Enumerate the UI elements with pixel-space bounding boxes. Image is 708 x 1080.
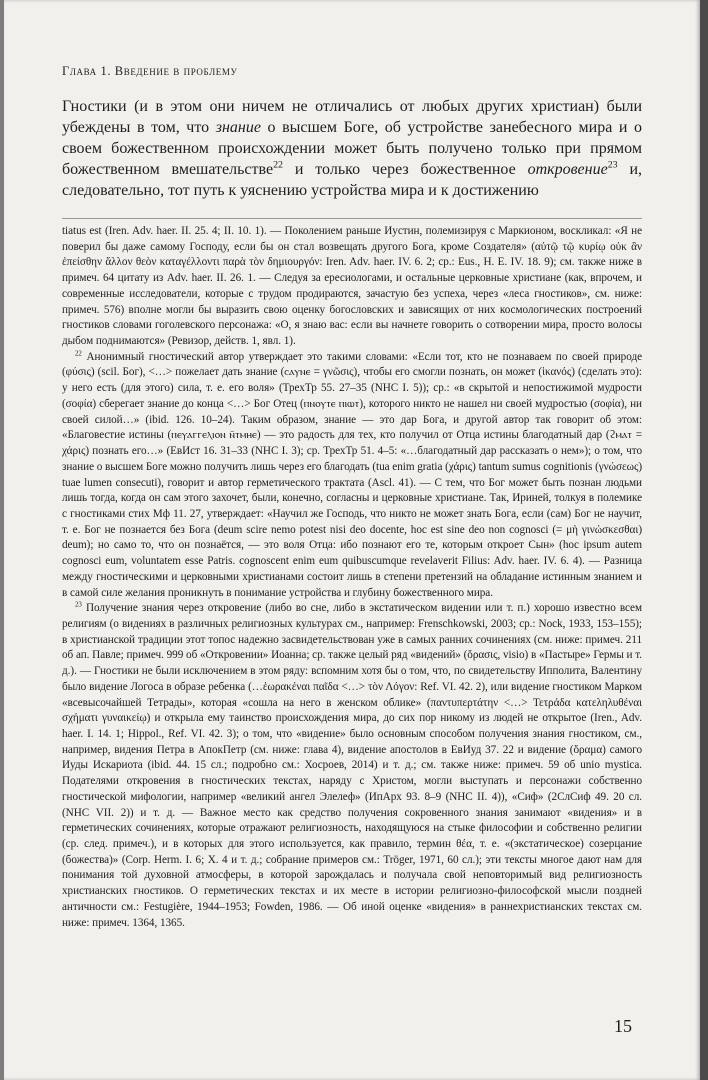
main-text-part-1: Гностики (и в этом они ничем не отличались от любых других христиан) были убеждены в том, что bbox=[62, 98, 642, 136]
book-page bbox=[4, 0, 700, 1080]
main-text-part-4: и, следовательно, тот путь к уяснению устройства мира и к достижению bbox=[62, 161, 643, 199]
footnotes bbox=[62, 224, 642, 931]
footnote-22 bbox=[62, 350, 642, 602]
footnote-continued: tiatus est (Iren. Adv. haer. II. 25. 4; II. 10. 1). — Поколением раньше Иустин, полемизируя с Маркионом, воскликал: «Я не поверил бы даже самому Господу, если бы он стал возвещать другого Бога, кроме Создателя» (αὐτῷ τῷ κυρίῳ οὐκ ἂν ἐπείσθην ἄλλον θεὸν καταγέλλοντι παρὰ τὸν δημιουργόν: Iren. Adv. haer. IV. 6. 2; ср.: Eus., H. E. IV. 18. 9); см. также ниже в примеч. 64 цитату из Adv. haer. II. 26. 1. — Следуя за ересиологами, и остальные церковные христиане (как, впрочем, и современные исследователи, которые с трудом продираются, зачастую без успеха, через «леса гностиков», см. ниже: примеч. 576) вполне могли бы выразить свою оценку богословских и зависящих от них космологических построений гностиков словами гоголевского персонажа: «О, я знаю вас: если вы начнете говорить о сотворении мира, просто волосы дыбом поднимаются» (Ревизор, действ. 1, явл. 1). bbox=[62, 225, 642, 348]
main-text-part-2: о высшем Боге, об устройстве занебесного мира и о своем божественном происхождении может быть получено только при прямом божественном вмешательстве bbox=[62, 119, 642, 178]
page-number: 15 bbox=[614, 1016, 632, 1036]
emphasis-knowledge: знание bbox=[215, 119, 261, 136]
emphasis-revelation: откровение bbox=[527, 161, 608, 178]
footnote-23-number: 23 bbox=[75, 600, 82, 609]
footnote-ref-22[interactable]: 22 bbox=[273, 159, 283, 171]
running-header: Глава 1. Введение в проблему bbox=[62, 64, 238, 78]
footnote-22-text: Анонимный гностический автор утверждает это такими словами: «Если тот, кто не познаваем по своей природе (φύσις) (scil. Бог), <…> пожелает дать знание (ⲥⲁⲩⲛⲉ = γνῶσις), чтобы его смогли познать, он может (ἱκανός) (сделать это): у него есть (для этого) сила, т. е. его воля» (ТрехТр 55. 27–35 (NHC I. 5)); ср.: «в скрытой и непостижимой мудрости (σοφία) сберегает знание до конца <…> Бог Отец (ⲡⲛⲟⲩⲧⲉ ⲡⲓⲱⲧ), которого никто не нашел ни своей мудростью (σοφία), ни своей силой…» (ibid. 126. 10–24). Таким образом, знание — это дар Бога, и другой автор так говорит об этом: «Благовестие истины (ⲡⲉⲩⲁⲅⲅⲉⲗⲓⲟⲛ ⲛ̄ⲧⲙⲏⲉ) — это радость для тех, кто получил от Отца истины благодатный дар (ϩⲙⲁⲧ = χάρις) познать его…» (ЕвИст 16. 31–33 (NHC I. 3); ср. ТрехТр 51. 4–5: «…благодатный дар рассказать о нем»); о том, что знание о высшем Боге можно получить лишь через его благодать (tua enim gratia (χάρις) tantum sumus cognitionis (γνώσεως) tuae lumen consecuti), говорит и автор герметического трактата (Ascl. 41). — С тем, что Бог может быть познан людьми лишь тогда, когда он сам этого захочет, были, конечно, согласны и церковные христиане. Так, Ириней, толкуя в полемике с гностиками стих Мф 11. 27, утверждает: «Научил же Господь, что никто не может знать Бога, если (сам) Бог не научит, т. е. Бог не познается без Бога (deum scire nemo potest nisi deo docente, hoc est sine deo non cognosci (= μὴ γινώσκεσθαι) deum); но само то, что он познаётся, — это воля Отца: ибо познают его те, которым откроет Сын» (hoc ipsum autem cognosci eum, voluntatem esse Patris. cognoscent enim eum quibuscumque revelaverit Filius: Adv. haer. IV. 6. 4). — Разница между гностическими и церковными христианами состоит лишь в степени претензий на обладание истинным знанием и в самой силе желания проникнуть в понимание устройства и глубину божественного мира. bbox=[62, 350, 642, 599]
footnote-23-text: Получение знания через откровение (либо во сне, либо в экстатическом видении или т. п.) хорошо известно всем религиям (о видениях в различных религиозных культурах см., например: Frenschkowski, 2003; ср.: Nock, 1933, 153–155); в христианской традиции этот топос надежно засвидетельствован уже в самых ранних сочинениях (см. ниже: примеч. 211 об ап. Павле; примеч. 999 об «Откровении» Иоанна; ср. также целый ряд «видений» (ὅρασις, visio) в «Пастыре» Гермы и т. д.). — Гностики не были исключением в этом ряду: вспомним хотя бы о том, что, по свидетельству Ипполита, Валентину было видение Логоса в образе ребенка (…ἑωρακέναι παῖδα <…> τὸν Λόγον: Ref. VI. 42. 2), или видение гностиком Марком «всевысочайшей Тетрады», которая «сошла на него в женском облике» (παντυπερτάτην <…> Τετράδα κατεληλυθέναι σχήματι γυναικείῳ) и открыла ему таинство происхождения мира, до сих пор никому из людей не открытое (Iren., Adv. haer. I. 14. 1; Hippol., Ref. VI. 42. 3); о том, что «видение» было основным способом получения знания гностиком, см., например, видения Петра в АпокПетр (см. ниже: глава 4), видение апостолов в ЕвИуд 37. 22 и видение (ὅραμα) самого Иуды Искариота (ibid. 44. 15 сл.; подробно см.: Хосроев, 2014) и т. д.; см. также ниже: примеч. 59 об unio mystica. Подателями откровения в гностических текстах, наряду с Христом, могли выступать и персонажи собственно гностической мифологии, например «великий ангел Элелеф» (ИпАрх 93. 8–9 (NHC II. 4)), «Сиф» (2СлСиф 49. 20 сл. (NHC VII. 2)) и т. д. — Важное место как средство получения сокровенного знания занимают «видения» и в герметических сочинениях, которые отражают религиозность, находящуюся на стыке философии и собственно религии (ср. след. примеч.), и в которых для этого используется, как правило, термин θέα, т. е. «(экстатическое) созерцание (божества)» (Corp. Herm. I. 6; X. 4 и т. д.; собрание примеров см.: Tröger, 1971, 60 сл.); эти тексты многое дают нам для понимания той духовной атмосферы, в которой зарождалась и получала свой неповторимый вид религиозность христианских гностиков. О герметических текстах и их месте в истории религиозно-философской мысли поздней античности см.: Festugière, 1944–1953; Fowden, 1986. — Об иной оценке «видения» в раннехристианских текстах см. ниже: примеч. 1364, 1365. bbox=[62, 602, 642, 929]
footnote-ref-23[interactable]: 23 bbox=[607, 159, 618, 171]
main-paragraph bbox=[62, 96, 642, 201]
footnote-23 bbox=[62, 601, 642, 931]
footnote-separator bbox=[62, 218, 642, 219]
footnote-22-number: 22 bbox=[75, 349, 82, 358]
scan-edge bbox=[700, 0, 708, 1080]
main-text-part-3: и только через божественное bbox=[283, 161, 528, 178]
